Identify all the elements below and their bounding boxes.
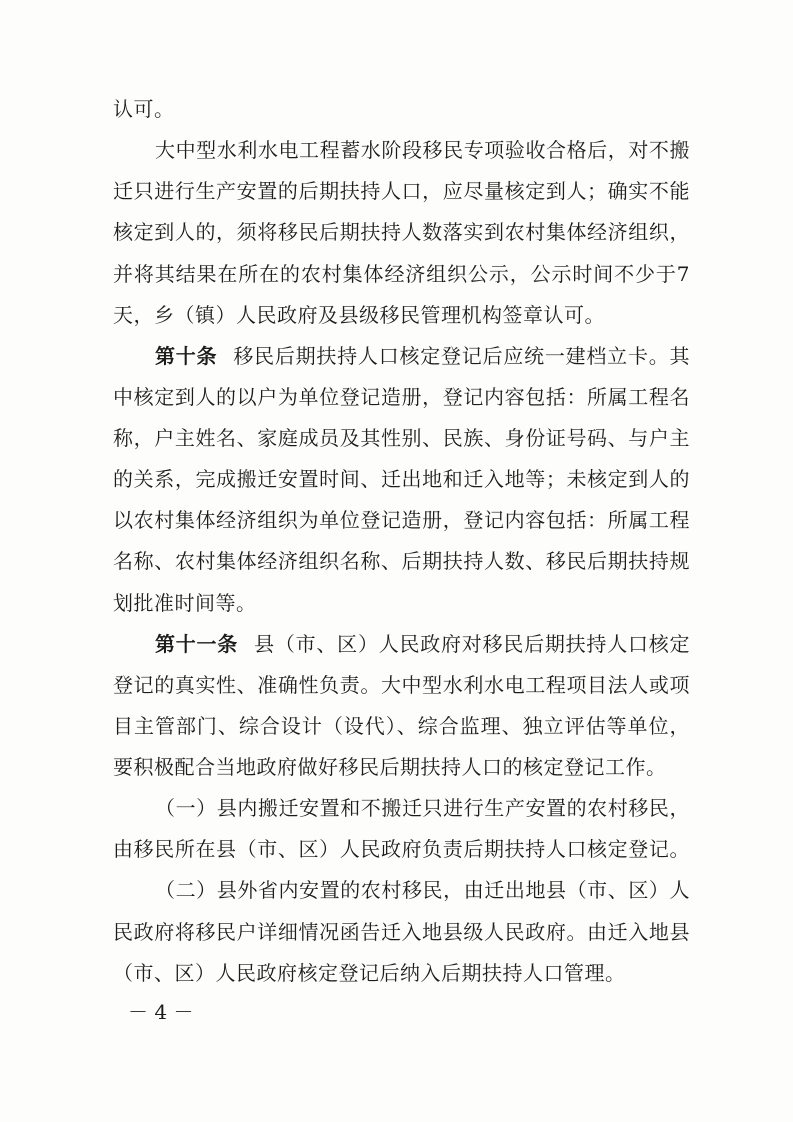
text-line: 大中型水利水电工程蓄水阶段移民专项验收合格后，对不搬 xyxy=(155,138,690,163)
page-number: － 4 － xyxy=(128,1000,194,1024)
text-line: 移民后期扶持人口核定登记后应统一建档立卡。其 xyxy=(233,343,690,368)
text-line: 核定到人的，须将移民后期扶持人数落实到农村集体经济组织， xyxy=(113,220,690,245)
document-body xyxy=(113,89,690,994)
text-line: 由移民所在县（市、区）人民政府负责后期扶持人口核定登记。 xyxy=(113,837,690,862)
text-line: 天，乡（镇）人民政府及县级移民管理机构签章认可。 xyxy=(113,302,605,327)
text-line: 迁只进行生产安置的后期扶持人口，应尽量核定到人；确实不能 xyxy=(113,179,690,204)
text-line: （市、区）人民政府核定登记后纳入后期扶持人口管理。 xyxy=(113,960,626,985)
text-line: 目主管部门、综合设计（设代）、综合监理、独立评估等单位， xyxy=(113,713,690,738)
text-line: 划批准时间等。 xyxy=(113,590,257,615)
text-line: 认可。 xyxy=(113,97,175,121)
article-heading: 第十条 xyxy=(155,343,218,368)
text-line: （一）县内搬迁安置和不搬迁只进行生产安置的农村移民， xyxy=(155,796,690,821)
text-line: 要积极配合当地政府做好移民后期扶持人口的核定登记工作。 xyxy=(113,755,667,779)
text-line: 县（市、区）人民政府对移民后期扶持人口核定 xyxy=(254,631,691,656)
text-line: 称，户主姓名、家庭成员及其性别、民族、身份证号码、与户主 xyxy=(113,426,690,450)
text-line: 并将其结果在所在的农村集体经济组织公示，公示时间不少于7 xyxy=(113,261,690,286)
text-line: 登记的真实性、准确性负责。大中型水利水电工程项目法人或项 xyxy=(113,672,690,697)
text-line: 中核定到人的以户为单位登记造册，登记内容包括：所属工程名 xyxy=(113,384,690,409)
text-line: 以农村集体经济组织为单位登记造册，登记内容包括：所属工程 xyxy=(113,508,690,533)
article-first-line xyxy=(113,624,690,665)
article-heading: 第十一条 xyxy=(155,631,239,656)
article-first-line xyxy=(113,336,690,377)
text-line: 的关系，完成搬迁安置时间、迁出地和迁入地等；未核定到人的 xyxy=(113,467,690,492)
text-line: （二）县外省内安置的农村移民，由迁出地县（市、区）人 xyxy=(155,878,690,903)
text-line: 名称、农村集体经济组织名称、后期扶持人数、移民后期扶持规 xyxy=(113,549,690,574)
text-line: 民政府将移民户详细情况函告迁入地县级人民政府。由迁入地县 xyxy=(113,919,690,944)
